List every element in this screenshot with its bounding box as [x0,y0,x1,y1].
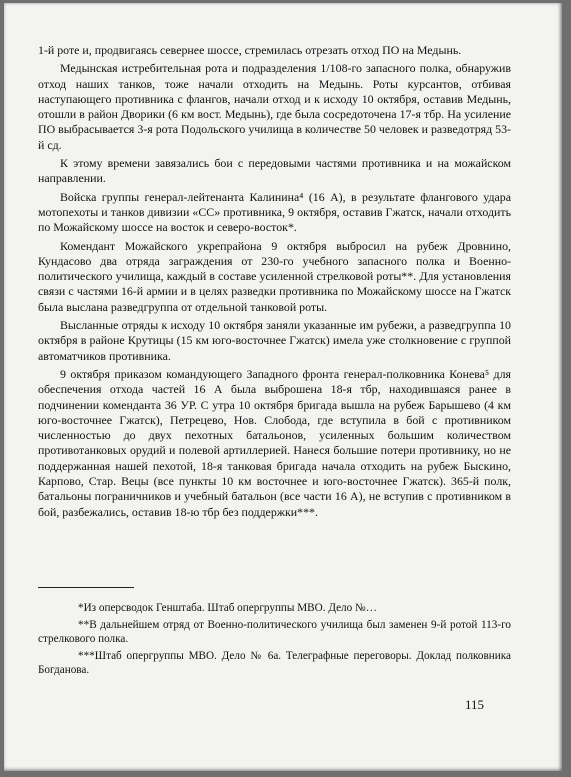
paragraph: 9 октября приказом командующего Западного фронта генерал-полковника Конева⁵ для обеспечения отхода частей 16 А была выброшена 18-я тбр, находившаяся ранее в подчинении коменданта 36 УР. С утра 10 октября бригада вышла на рубеж Барышево (4 км юго-восточнее Гжатск), Петрецево, Нов. Слобода, где вступила в бой с противником численностью до двух пехотных батальонов, усиленных большим количеством противотанковых орудий и полевой артиллерией. Нанеся большие потери противнику, но не поддержанная нашей пехотой, 18-я танковая бригада начала отходить на рубеж Быскино, Карпово, Стар. Вецы (все пункты 10 км восточнее и юго-восточнее Гжатск). 365-й полк, батальоны пограничников и учебный батальон (все части 16 А), не вступив с противником в бой, разбежались, оставив 18-ю тбр без поддержки***. [38,366,511,519]
footnote: *Из оперсводок Генштаба. Штаб опергруппы МВО. Дело №… [78,602,377,614]
paragraph: Медынская истребительная рота и подразделения 1/108-го запасного полка, обнаружив отход наших танков, тоже начали отходить на Медынь. Роты курсантов, отбивая наступающего противника с флангов, начали отход и к исходу 10 октября, оставив Медынь, отошли в район Дворики (6 км вост. Медынь), где была сосредоточена 17-я тбр. На усиление ПО выбрасывается 3-я рота Подольского училища в количестве 50 человек и разведотряд 53-й сд. [38,61,511,152]
book-page [4,3,562,771]
footnote: **В дальнейшем отряд от Военно-политического училища был заменен 9-й ротой 113-го стрелкового полка. [38,618,511,645]
paragraph: К этому времени завязались бои с передовыми частями противника и на можайском направлении. [38,156,511,186]
footnote: ***Штаб опергруппы МВО. Дело № 6а. Телеграфные переговоры. Доклад полковника Богданова. [38,649,511,676]
page-number: 115 [465,697,485,712]
footnotes [38,601,511,680]
paragraph: Войска группы генерал-лейтенанта Калинина⁴ (16 А), в результате флангового удара мотопехоты и танков дивизии «СС» противника, 9 октября, оставив Гжатск, начали отходить по Можайскому шоссе на восток и северо-восток*. [38,189,511,235]
paragraph: Комендант Можайского укрепрайона 9 октября выбросил на рубеж Дровнино, Кундасово два отряда заграждения от 230-го учебного запасного полка и Военно-политического училища, каждый в составе усиленной стрелковой роты**. Для установления связи с частями 16-й армии и в целях разведки противника по Можайскому шоссе на Гжатск была выслана разведгруппа от отдельной танковой роты. [38,238,511,314]
paragraph: Высланные отряды к исходу 10 октября заняли указанные им рубежи, а разведгруппа 10 октября в районе Крутицы (15 км юго-восточнее Гжатск) имела уже столкновение с группой автоматчиков противника. [38,318,511,363]
footnote-divider [38,587,134,588]
main-text [38,43,511,523]
paragraph: 1-й роте и, продвигаясь севернее шоссе, стремилась отрезать отход ПО на Медынь. [38,43,462,57]
